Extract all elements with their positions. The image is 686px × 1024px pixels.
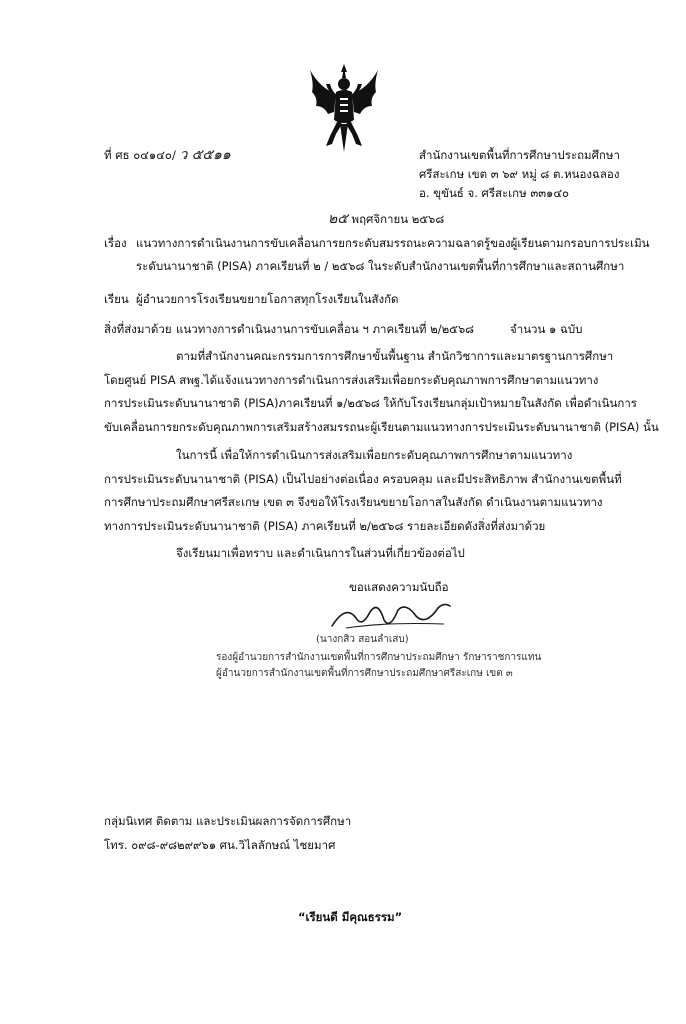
date-month-year: พฤศจิกายน ๒๕๖๘ xyxy=(351,212,445,226)
document-number-prefix: ที่ ศธ ๐๔๑๔๐/ xyxy=(104,148,176,162)
subject-label: เรื่อง xyxy=(104,236,127,250)
footer-department: กลุ่มนิเทศ ติดตาม และประเมินผลการจัดการศึกษา xyxy=(104,814,352,828)
document-date xyxy=(328,212,444,227)
footer-contact: โทร. ๐๙๘-๙๘๒๙๙๖๑ ศน.วิไลลักษณ์ ไชยมาศ xyxy=(104,838,336,852)
enclosure-count: จำนวน ๑ ฉบับ xyxy=(510,322,583,336)
body-paragraph-2 xyxy=(104,444,624,538)
office-line-2: ศรีสะเกษ เขต ๓ ๖๙ หมู่ ๘ ต.หนองฉลอง xyxy=(419,167,620,181)
signature-icon xyxy=(326,598,456,634)
garuda-emblem-icon xyxy=(306,62,382,154)
document-number xyxy=(104,148,231,163)
paragraph-2-line-2: การประเมินระดับนานาชาติ (PISA) เป็นไปอย่างต่อเนื่อง ครอบคลุม และมีประสิทธิภาพ สำนักงานเขตพื้นที่ xyxy=(104,471,622,486)
signatory-position-1: รองผู้อำนวยการสำนักงานเขตพื้นที่การศึกษาประถมศึกษา รักษาราชการแทน xyxy=(216,652,542,663)
body-paragraph-1 xyxy=(104,345,659,439)
paragraph-2-line-4: ทางการประเมินระดับนานาชาติ (PISA) ภาคเรียนที่ ๒/๒๕๖๘ รายละเอียดดังสิ่งที่ส่งมาด้วย xyxy=(104,518,546,533)
footer-motto: “เรียนดี มีคุณธรรม” xyxy=(298,910,403,924)
office-line-3: อ. ขุขันธ์ จ. ศรีสะเกษ ๓๓๑๔๐ xyxy=(419,186,570,200)
enclosure-text: แนวทางการดำเนินงานการขับเคลื่อน ฯ ภาคเรียนที่ ๒/๒๕๖๘ xyxy=(176,322,475,336)
signatory-name: (นางกสิว สอนลำเสบ) xyxy=(316,634,409,645)
paragraph-1-line-3: การประเมินระดับนานาชาติ (PISA)ภาคเรียนที่ ๑/๒๕๖๘ ให้กับโรงเรียนกลุ่มเป้าหมายในสังกัด เพื่อดำเนินการ xyxy=(104,396,637,410)
subject-line-1: แนวทางการดำเนินงานการขับเคลื่อนการยกระดับสมรรถนะความฉลาดรู้ของผู้เรียนตามกรอบการประเมิน xyxy=(136,236,650,250)
closing-regards: ขอแสดงความนับถือ xyxy=(349,580,449,594)
signatory-position-2: ผู้อำนวยการสำนักงานเขตพื้นที่การศึกษาประถมศึกษาศรีสะเกษ เขต ๓ xyxy=(216,668,513,679)
paragraph-1-line-2: โดยศูนย์ PISA สพฐ.ได้แจ้งแนวทางการดำเนินการส่งเสริมเพื่อยกระดับคุณภาพการศึกษาตามแนวทาง xyxy=(104,372,599,387)
body-paragraph-3: จึงเรียนมาเพื่อทราบ และดำเนินการในส่วนที่เกี่ยวข้องต่อไป xyxy=(176,546,465,560)
paragraph-2-line-3: การศึกษาประถมศึกษาศรีสะเกษ เขต ๓ จึงขอให้โรงเรียนขยายโอกาสในสังกัด ดำเนินงานตามแนวทาง xyxy=(104,495,603,509)
salutation-label: เรียน xyxy=(104,292,129,306)
subject-line-2: ระดับนานาชาติ (PISA) ภาคเรียนที่ ๒ / ๒๕๖๘ ในระดับสำนักงานเขตพื้นที่การศึกษาและสถานศึกษา xyxy=(136,259,625,273)
date-day-handwritten: ๒๕ xyxy=(328,211,348,227)
paragraph-1-line-1: ตามที่สำนักงานคณะกรรมการการศึกษาขั้นพื้นฐาน สำนักวิชาการและมาตรฐานการศึกษา xyxy=(176,349,614,363)
document-number-handwritten: ว ๕๕๑๑ xyxy=(179,147,231,163)
enclosure-label: สิ่งที่ส่งมาด้วย xyxy=(104,322,172,336)
salutation-text: ผู้อำนวยการโรงเรียนขยายโอกาสทุกโรงเรียนในสังกัด xyxy=(136,292,399,306)
office-line-1: สำนักงานเขตพื้นที่การศึกษาประถมศึกษา xyxy=(419,148,620,162)
paragraph-2-line-1: ในการนี้ เพื่อให้การดำเนินการส่งเสริมเพื่อยกระดับคุณภาพการศึกษาตามแนวทาง xyxy=(176,448,573,462)
paragraph-1-line-4: ขับเคลื่อนการยกระดับคุณภาพการเสริมสร้างสมรรถนะผู้เรียนตามแนวทางการประเมินระดับนานาชาติ (PISA) นั้น xyxy=(104,419,659,434)
